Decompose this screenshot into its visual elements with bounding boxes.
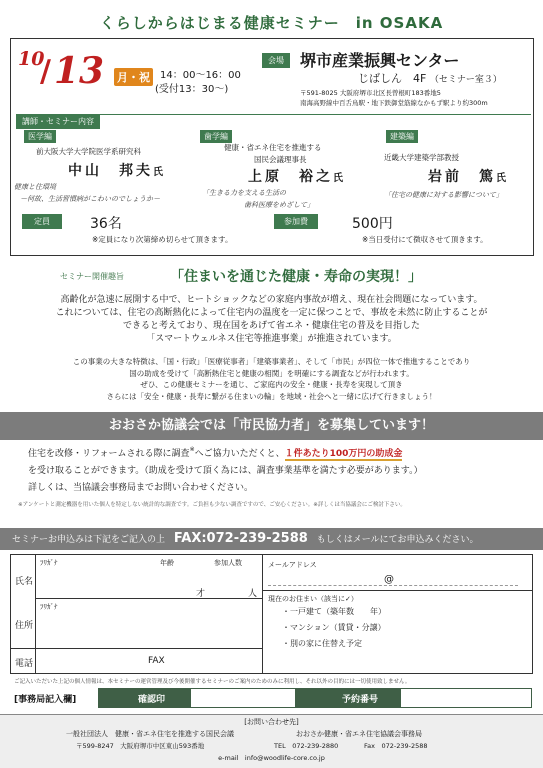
purpose-body: 高齢化が急速に展開する中で、ヒートショックなどの家庭内事故が増え、現在社会問題になっています。 これについては、住宅の高断熱化によって住宅内の温度を一定に保つことで、事故を未然に防止することが できると考えており、現在国をあげて省エネ・健康住宅の普及を目指した 「スマートウェルネス住宅等推進事業」が推進されています。 [55, 295, 488, 344]
email-label: メールアドレス [268, 561, 317, 569]
speaker-name: 岩前 篤氏 [428, 169, 506, 185]
speakers-tag-bar [16, 114, 531, 126]
contact-org2: おおさか健康・省エネ住宅協議会事務局 [296, 730, 422, 738]
speaker-affiliation-sub: 国民会議理事長 [254, 155, 307, 164]
office-use-label: [事務局記入欄] [14, 695, 77, 705]
receipt-stamp-field[interactable] [190, 688, 296, 708]
attendees-unit: 人 [248, 589, 258, 599]
venue-name: 堺市産業振興センター [300, 51, 460, 70]
contact-footer [0, 714, 543, 768]
age-field[interactable] [156, 566, 202, 596]
address-furigana-label: ﾌﾘｶﾞﾅ [40, 603, 58, 611]
address-field[interactable] [38, 610, 260, 646]
project-body: この事業の大きな特徴は、「国・行政」「医療従事者」「建築事業者」、そして「市民」が四位一体で推進することであり 国の助成を受けて「高断熱住宅と健康の相関」を明確にする調査などが行われます。 ぜひ、この健康セミナーを通じ、ご家庭内の安全・健康・長寿を実現して頂き さらには「安全・健康・長寿に繋がる住まいの輪」を地域・社会へと一緒に広げて行きましょう！ [72, 357, 471, 401]
date-reception: (受付13：30～) [155, 84, 229, 95]
recruit-line3: 詳しくは、当協議会事務局までお問い合わせください。 [28, 483, 254, 493]
venue-room-main: じばしん 4F [358, 72, 427, 85]
fee-note: ※当日受付にて徴収させて頂きます。 [362, 235, 488, 244]
event-date [18, 44, 278, 94]
privacy-note: ご記入いただいた上記の個人情報は、本セミナーの運営管理及び今後開催するセミナーのご案内のためのみに利用し、それ以外の目的には一切使用致しません。 [14, 679, 411, 685]
application-fax: FAX:072-239-2588 [173, 531, 308, 546]
application-email-text: もしくはメールにてお申込みください。 [316, 535, 479, 545]
contact-fax: Fax 072-239-2588 [364, 742, 428, 750]
speaker-field-dental: 歯学編 [200, 130, 232, 143]
speaker-topic: 「生きる力を支える生活の [202, 189, 286, 197]
speaker-topic-sub: 歯科医療をめざして」 [244, 201, 314, 209]
email-field[interactable] [268, 572, 518, 586]
contact-title: [お問い合わせ先] [244, 718, 299, 726]
address-label: 住所 [15, 621, 34, 631]
contact-address: 〒599-8247 大阪府堺市中区東山593番地 [76, 742, 205, 750]
age-label: 年齢 [160, 559, 174, 567]
fee-value: 500円 [352, 216, 393, 232]
fax-field[interactable] [168, 650, 258, 672]
receipt-stamp-label: 確認印 [138, 695, 166, 705]
venue-address: 〒591-8025 大阪府堺市北区長曽根町183番地5 [300, 89, 441, 97]
furigana-label: ﾌﾘｶﾞﾅ [40, 559, 58, 567]
housing-option-detached[interactable]: ・一戸建て（築年数 年） [282, 607, 386, 616]
booking-number-label: 予約番号 [342, 695, 379, 705]
speaker-affiliation: 近畿大学建築学部教授 [384, 153, 459, 162]
seminar-title: くらしからはじまる健康セミナー in OSAKA [99, 14, 444, 32]
capacity-note: ※定員になり次第締め切らせて頂きます。 [92, 235, 233, 244]
attendees-field[interactable] [206, 566, 260, 596]
speaker-affiliation: 健康・省エネ住宅を推進する [224, 143, 322, 152]
capacity-value: 36名 [90, 216, 122, 232]
age-unit: 才 [196, 589, 206, 599]
date-slash: / [40, 54, 51, 89]
recruit-line2: を受け取ることができます。（助成を受けて頂く為には、調査事業基準を満たす必要があります。） [28, 466, 423, 476]
contact-org1: 一般社団法人 健康・省エネ住宅を推進する国民会議 [66, 730, 234, 738]
phone-label: 電話 [15, 659, 34, 669]
housing-option-apartment[interactable]: ・マンション（賃貸・分譲） [282, 623, 386, 632]
housing-option-relocate[interactable]: ・別の家に住替え予定 [282, 639, 362, 648]
venue-access: 南海高野線中百舌鳥駅・地下鉄御堂筋線なかもず駅より約300m [300, 99, 488, 107]
speaker-name: 中山 邦夫氏 [68, 163, 163, 179]
application-text: セミナーお申込みは下記をご記入の上 [12, 535, 166, 545]
recruit-line1: 住宅を改修・リフォームされる際に調査※へご協力いただくと、１件あたり100万円の助成金 [28, 446, 403, 459]
capacity-tag: 定員 [22, 214, 62, 229]
speakers-tag: 講師・セミナー内容 [16, 114, 100, 129]
recruit-note: ※アンケートと測定機器を用いた個人を特定しない統計的な調査です。ご負担も少ない調査ですので、ご安心ください。※詳しくは当協議会にご検討下さい。 [18, 502, 406, 508]
venue-room [358, 70, 502, 86]
speaker-field-medical: 医学編 [24, 130, 56, 143]
email-at: @ [384, 574, 394, 585]
speaker-field-architecture: 建築編 [386, 130, 418, 143]
fee-tag: 参加費 [274, 214, 318, 229]
phone-field[interactable] [38, 650, 138, 672]
date-day: 13 [54, 50, 105, 92]
application-bar [0, 528, 543, 550]
purpose-headline: 「住まいを通じた健康・寿命の実現！」 [170, 269, 422, 285]
date-weekday: 月・祝 [114, 68, 153, 86]
contact-email[interactable]: e-mail info@woodlife-core.co.jp [218, 754, 325, 762]
speaker-topic: 健康と住環境 [14, 183, 56, 191]
speaker-topic: 「住宅の健康に対する影響について」 [384, 191, 503, 199]
date-time: 14：00～16：00 [160, 70, 241, 81]
date-month: 10 [18, 48, 45, 70]
recruit-banner [0, 412, 543, 440]
fax-label: FAX [148, 656, 165, 666]
speaker-topic-sub: －何故、生活習慣病がこわいのでしょうか－ [20, 195, 160, 203]
venue-tag: 会場 [262, 53, 290, 68]
housing-question: 現在のお住まい（該当に✓） [268, 595, 358, 603]
name-field[interactable] [38, 566, 148, 590]
purpose-label: セミナー開催趣旨 [60, 272, 124, 281]
attendees-label: 参加人数 [214, 559, 242, 567]
speaker-name: 上原 裕之氏 [248, 169, 343, 185]
speaker-affiliation: 前大阪大学大学院医学系研究科 [36, 147, 141, 156]
recruit-headline: おおさか協議会では「市民協力者」を募集しています！ [108, 418, 434, 433]
name-label: 氏名 [15, 577, 34, 587]
contact-tel: TEL 072-239-2880 [274, 742, 339, 750]
venue-room-sub: （セミナー室３） [429, 75, 502, 85]
booking-number-field[interactable] [400, 688, 532, 708]
